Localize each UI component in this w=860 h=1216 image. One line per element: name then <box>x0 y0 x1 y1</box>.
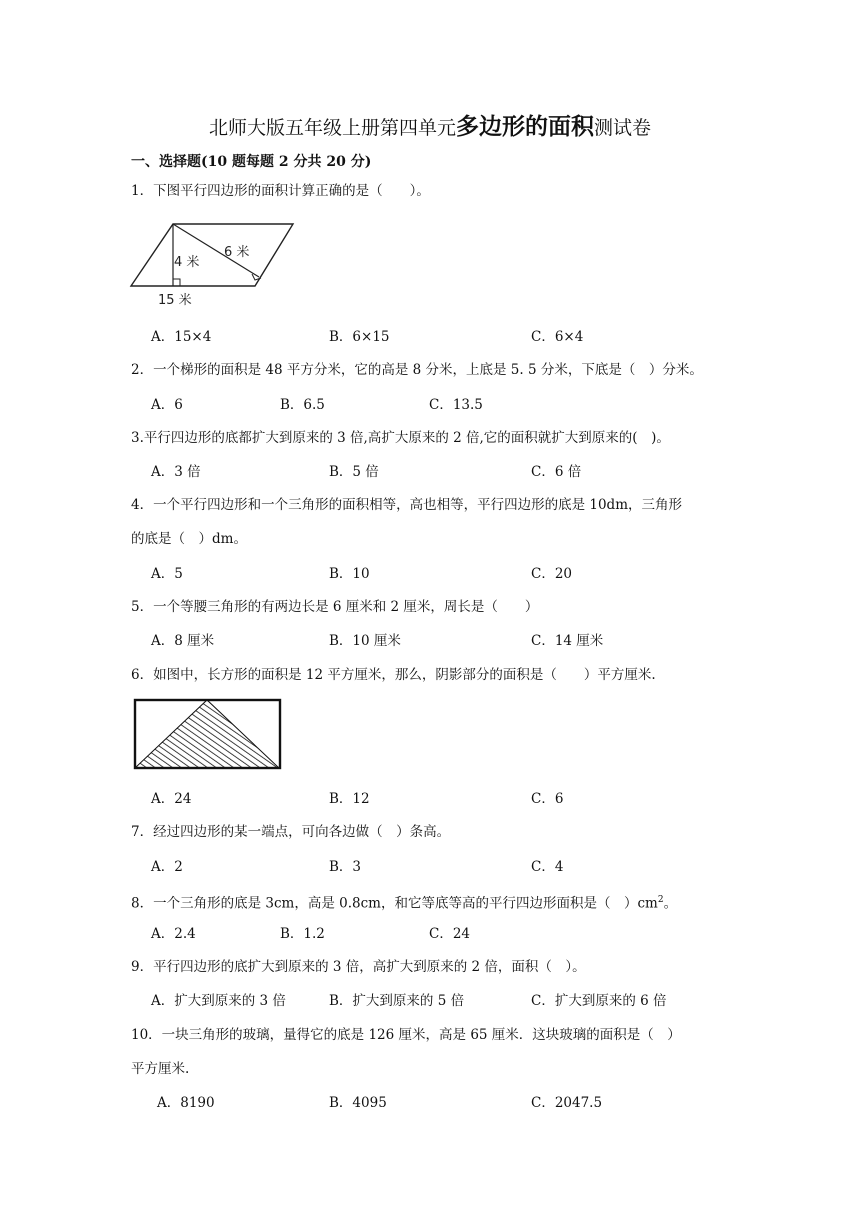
q4-option-b[interactable]: B．10 <box>329 566 370 582</box>
question-8-superscript: 2 <box>657 895 664 905</box>
q2-option-b[interactable]: B．6.5 <box>280 397 325 413</box>
q3-option-c[interactable]: C．6 倍 <box>531 464 582 480</box>
question-8-text: 8．一个三角形的底是 3cm，高是 0.8cm，和它等底等高的平行四边形面积是（ ）cm <box>131 895 658 912</box>
q9-option-b[interactable]: B．扩大到原来的 5 倍 <box>329 993 465 1009</box>
question-2: 2．一个梯形的面积是 48 平方分米，它的高是 8 分米，上底是 5. 5 分米，下底是（ ）分米。 <box>131 362 703 378</box>
question-8 <box>131 890 751 914</box>
q7-option-b[interactable]: B．3 <box>329 859 362 875</box>
q5-option-a[interactable]: A．8 厘米 <box>151 633 215 649</box>
q8-option-a[interactable]: A．2.4 <box>151 926 196 942</box>
question-9: 9．平行四边形的底扩大到原来的 3 倍，高扩大到原来的 2 倍，面积（ ）。 <box>131 959 586 975</box>
q8-option-b[interactable]: B．1.2 <box>280 926 325 942</box>
q1-option-c[interactable]: C．6×4 <box>531 329 584 345</box>
q1-option-a[interactable]: A．15×4 <box>151 329 212 345</box>
figure-label-4m: 4 米 <box>174 255 200 270</box>
question-4-line-1: 4．一个平行四边形和一个三角形的面积相等，高也相等，平行四边形的底是 10dm，三角形 <box>131 497 683 513</box>
q9-option-c[interactable]: C．扩大到原来的 6 倍 <box>531 993 667 1009</box>
figure-label-6m: 6 米 <box>224 245 250 260</box>
q3-option-a[interactable]: A．3 倍 <box>151 464 201 480</box>
q4-option-c[interactable]: C．20 <box>531 566 573 582</box>
q6-option-a[interactable]: A．24 <box>151 791 192 807</box>
q3-option-b[interactable]: B．5 倍 <box>329 464 379 480</box>
page-title <box>0 113 860 142</box>
q1-option-b[interactable]: B．6×15 <box>329 329 390 345</box>
q2-option-c[interactable]: C．13.5 <box>429 397 483 413</box>
question-7: 7．经过四边形的某一端点，可向各边做（ ）条高。 <box>131 824 451 840</box>
q7-option-c[interactable]: C．4 <box>531 859 564 875</box>
question-10-line-1: 10．一块三角形的玻璃，量得它的底是 126 厘米，高是 65 厘米．这块玻璃的面积是（ ） <box>131 1027 681 1043</box>
rectangle-shaded-triangle-figure <box>132 697 286 773</box>
title-suffix: 测试卷 <box>594 117 652 139</box>
q9-option-a[interactable]: A．扩大到原来的 3 倍 <box>151 993 286 1009</box>
question-4-line-2: 的底是（ ）dm。 <box>131 531 247 547</box>
question-5: 5．一个等腰三角形的有两边长是 6 厘米和 2 厘米，周长是（ ） <box>131 599 539 615</box>
parallelogram-figure <box>128 218 303 310</box>
q10-option-b[interactable]: B．4095 <box>329 1095 387 1111</box>
q10-option-c[interactable]: C．2047.5 <box>531 1095 603 1111</box>
title-emphasis: 多边形的面积 <box>456 114 594 140</box>
question-8-end: 。 <box>663 895 678 912</box>
figure-label-15m: 15 米 <box>158 293 192 308</box>
q6-option-b[interactable]: B．12 <box>329 791 370 807</box>
question-1: 1．下图平行四边形的面积计算正确的是（ ）。 <box>131 183 430 199</box>
q10-option-a[interactable]: A．8190 <box>157 1095 215 1111</box>
q5-option-c[interactable]: C．14 厘米 <box>531 633 604 649</box>
q2-option-a[interactable]: A．6 <box>151 397 183 413</box>
title-prefix: 北师大版五年级上册第四单元 <box>208 117 456 139</box>
q7-option-a[interactable]: A．2 <box>151 859 183 875</box>
question-6: 6．如图中，长方形的面积是 12 平方厘米，那么，阴影部分的面积是（ ）平方厘米. <box>131 667 656 683</box>
q6-option-c[interactable]: C．6 <box>531 791 564 807</box>
question-3: 3.平行四边形的底都扩大到原来的 3 倍,高扩大原来的 2 倍,它的面积就扩大到原来的( )。 <box>131 430 670 446</box>
q4-option-a[interactable]: A．5 <box>151 566 183 582</box>
question-10-line-2: 平方厘米. <box>131 1061 190 1077</box>
q5-option-b[interactable]: B．10 厘米 <box>329 633 401 649</box>
section-heading: 一、选择题(10 题每题 2 分共 20 分) <box>131 154 372 170</box>
q8-option-c[interactable]: C．24 <box>429 926 471 942</box>
